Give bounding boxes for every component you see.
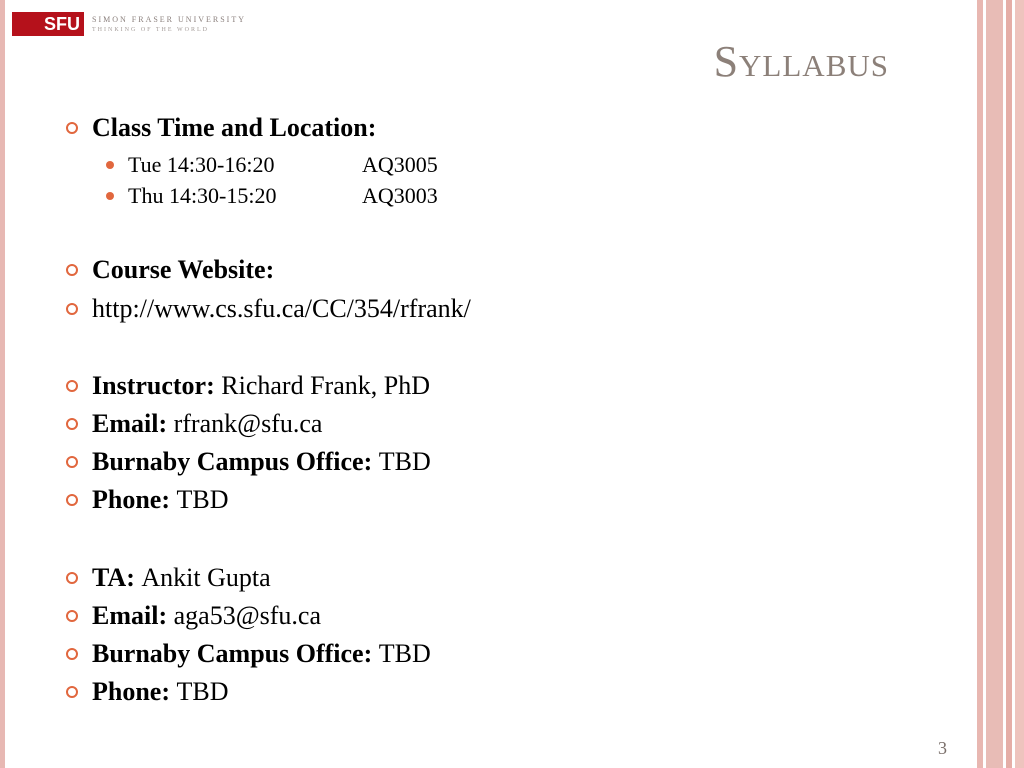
logo-mark-text: SFU: [44, 13, 80, 34]
ring-bullet-icon: [66, 456, 78, 468]
session-time: Tue 14:30-16:20: [128, 152, 275, 177]
slide-title: Syllabus: [713, 37, 889, 86]
session-time: Thu 14:30-15:20: [128, 183, 277, 208]
logo-wordmark: [92, 16, 246, 33]
instructor-phone: TBD: [176, 485, 229, 514]
ta-office: TBD: [378, 639, 431, 668]
left-border-rule: [0, 0, 5, 768]
decorative-stripe: [986, 0, 1003, 768]
ta-phone-item: [66, 677, 229, 707]
sfu-logo: [12, 12, 246, 36]
ta-email-item: [66, 601, 321, 631]
instructor-item: [66, 371, 430, 401]
logo-university-name: SIMON FRASER UNIVERSITY: [92, 14, 247, 24]
dot-bullet-icon: [106, 192, 114, 200]
ring-bullet-icon: [66, 494, 78, 506]
instructor-email[interactable]: rfrank@sfu.ca: [173, 409, 323, 438]
ring-bullet-icon: [66, 122, 78, 134]
ta-item: [66, 563, 271, 593]
logo-tagline: THINKING OF THE WORLD: [92, 26, 209, 33]
instructor-email-label: Email:: [92, 409, 168, 438]
ring-bullet-icon: [66, 418, 78, 430]
dot-bullet-icon: [106, 161, 114, 169]
ta-office-item: [66, 639, 431, 669]
instructor-phone-label: Phone:: [92, 485, 170, 514]
session-item: [106, 152, 438, 178]
page-number: 3: [938, 738, 947, 758]
website-url-link[interactable]: http://www.cs.sfu.ca/CC/354/rfrank/: [92, 294, 471, 323]
instructor-email-item: [66, 409, 322, 439]
ring-bullet-icon: [66, 380, 78, 392]
logo-mark: [12, 12, 84, 36]
instructor-name: Richard Frank, PhD: [221, 371, 430, 400]
instructor-office-item: [66, 447, 431, 477]
session-room: AQ3005: [362, 152, 438, 177]
ta-phone: TBD: [176, 677, 229, 706]
ring-bullet-icon: [66, 686, 78, 698]
instructor-label: Instructor:: [92, 371, 215, 400]
ring-bullet-icon: [66, 648, 78, 660]
instructor-phone-item: [66, 485, 229, 515]
ta-email[interactable]: aga53@sfu.ca: [173, 601, 321, 630]
ta-label: TA:: [92, 563, 135, 592]
ring-bullet-icon: [66, 264, 78, 276]
session-item: [106, 183, 438, 209]
session-room: AQ3003: [362, 183, 438, 208]
class-time-heading: Class Time and Location:: [92, 113, 377, 142]
website-url-item: [66, 294, 471, 324]
ring-bullet-icon: [66, 303, 78, 315]
instructor-office: TBD: [378, 447, 431, 476]
website-heading: Course Website:: [92, 255, 275, 284]
ring-bullet-icon: [66, 572, 78, 584]
class-time-item: [66, 113, 376, 143]
ta-name: Ankit Gupta: [141, 563, 271, 592]
ta-phone-label: Phone:: [92, 677, 170, 706]
ta-office-label: Burnaby Campus Office:: [92, 639, 373, 668]
website-item: [66, 255, 274, 285]
ring-bullet-icon: [66, 610, 78, 622]
instructor-office-label: Burnaby Campus Office:: [92, 447, 373, 476]
ta-email-label: Email:: [92, 601, 168, 630]
decorative-stripe: [1015, 0, 1024, 768]
